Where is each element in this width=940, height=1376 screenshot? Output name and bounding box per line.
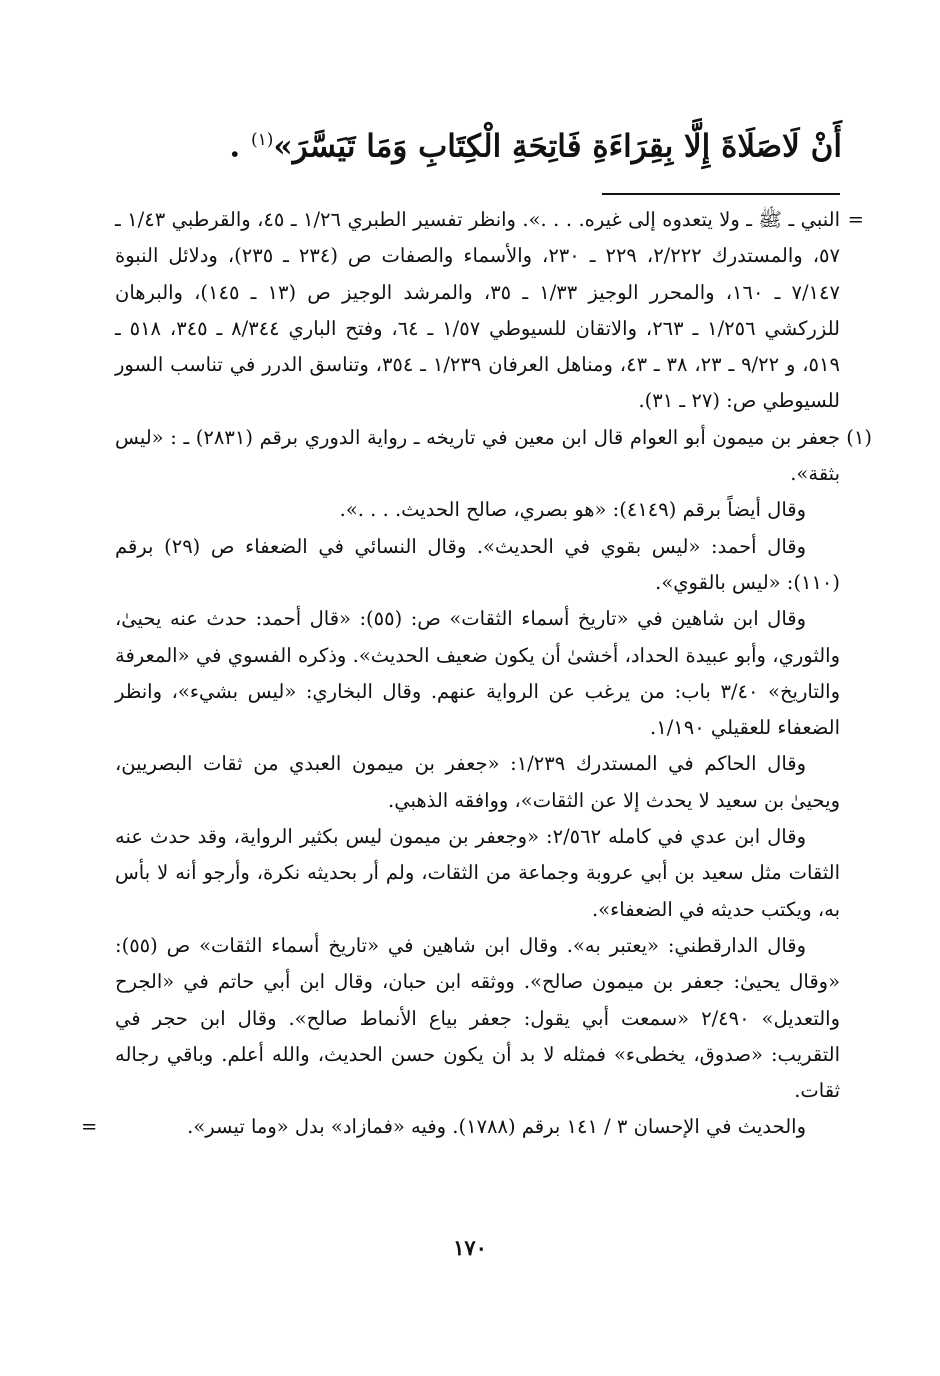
- footnote-paragraph: وقال أيضاً برقم (٤١٤٩): «هو بصري، صالح الحديث. . . .».: [339, 498, 806, 522]
- continues-next-page-marker: =: [81, 1115, 98, 1139]
- footnote-last-paragraph: [81, 1109, 840, 1145]
- footnote-paragraph: وقال الحاكم في المستدرك ١/٢٣٩: «جعفر بن ميمون العبدي من ثقات البصريين، ويحيىٰ بن سعيد لا يحدث إلا عن الثقات»، ووافقه الذهبي.: [115, 752, 840, 812]
- main-text-line: أَنْ لَاصَلَاةَ إِلَّا بِقِرَاءَةِ فَاتِحَةِ الْكِتَابِ وَمَا تَيَسَّرَ»: [273, 128, 842, 165]
- footnotes: [81, 202, 872, 1146]
- page-number: ١٧٠: [453, 1235, 487, 1260]
- footnote-paragraph: وقال أحمد: «ليس بقوي في الحديث». وقال النسائي في الضعفاء ص (٢٩) برقم (١١٠): «ليس بالقوي».: [115, 534, 840, 594]
- footnote-paragraph: وقال الدارقطني: «يعتبر به». وقال ابن شاهين في «تاريخ أسماء الثقات» ص (٥٥): «وقال يحيىٰ: جعفر بن ميمون صالح». ووثقه ابن حبان، وقال ابن أبي حاتم في «الجرح والتعديل» ٢/٤٩٠ «سمعت أبي يقول: جعفر بياع الأنماط صالح». وقال ابن حجر في التقريب: «صدوق، يخطىء» فمثله لا بد أن يكون حسن الحديث، والله أعلم. وباقي رجاله ثقات.: [115, 933, 840, 1103]
- footnote-1: [115, 420, 872, 493]
- footnote-number: (١): [846, 425, 872, 449]
- footnote-reference: (١): [250, 130, 274, 150]
- main-text-end: .: [229, 128, 251, 165]
- continuation-marker: =: [847, 208, 864, 231]
- footnote-1-text: جعفر بن ميمون أبو العوام قال ابن معين في تاريخه ـ رواية الدوري برقم (٢٨٣١) ـ : «ليس بثقة».: [115, 425, 840, 486]
- main-hadith-text: [102, 112, 842, 174]
- footnote-paragraph: وقال ابن عدي في كامله ٢/٥٦٢: «وجعفر بن ميمون ليس بكثير الرواية، وقد حدث عنه الثقات مثل سعيد بن أبي عروبة وجماعة من الثقات، ولم أر بحديثه نكرة، وأرجو أنه لا بأس به، ويكتب حديثه في الضعفاء».: [115, 825, 840, 921]
- continued-note-text: النبي ـ ﷺ ـ ولا يتعدوه إلى غيره. . . .». وانظر تفسير الطبري ١/٢٦ ـ ٤٥، والقرطبي ١/٤٣ ـ ٥٧، والمستدرك ٢/٢٢٢، ٢٢٩ ـ ٢٣٠، والأسماء والصفات ص (٢٣٤ ـ ٢٣٥)، ودلائل النبوة ٧/١٤٧ ـ ١٦٠، والمحرر الوجيز ١/٣٣ ـ ٣٥، والمرشد الوجيز ص (١٣ ـ ١٤٥)، والبرهان للزركشي ١/٢٥٦ ـ ٢٦٣، والاتقان للسيوطي ١/٥٧ ـ ٦٤، وفتح الباري ٨/٣٤٤ ـ ٣٤٥، ٥١٨ ـ ٥١٩، و ٩/٢٢ ـ ٢٣، ٣٨ ـ ٤٣، ومناهل العرفان ١/٢٣٩ ـ ٣٥٤، وتناسق الدرر في تناسب السور للسيوطي ص: (٢٧ ـ ٣١).: [115, 208, 840, 413]
- footnote-separator: [602, 193, 840, 195]
- last-paragraph-text: والحديث في الإحسان ٣ / ١٤١ برقم (١٧٨٨). وفيه «فمازاد» بدل «وما تيسر».: [187, 1115, 806, 1139]
- continued-note: [115, 202, 864, 420]
- footnote-paragraph: وقال ابن شاهين في «تاريخ أسماء الثقات» ص: (٥٥): «قال أحمد: حدث عنه يحيىٰ، والثوري، وأبو عبيدة الحداد، أخشىٰ أن يكون ضعيف الحديث». وذكره الفسوي في «المعرفة والتاريخ» ٣/٤٠ باب: من يرغب عن الرواية عنهم. وقال البخاري: «ليس بشيء»، وانظر الضعفاء للعقيلي ١/١٩٠.: [115, 607, 840, 740]
